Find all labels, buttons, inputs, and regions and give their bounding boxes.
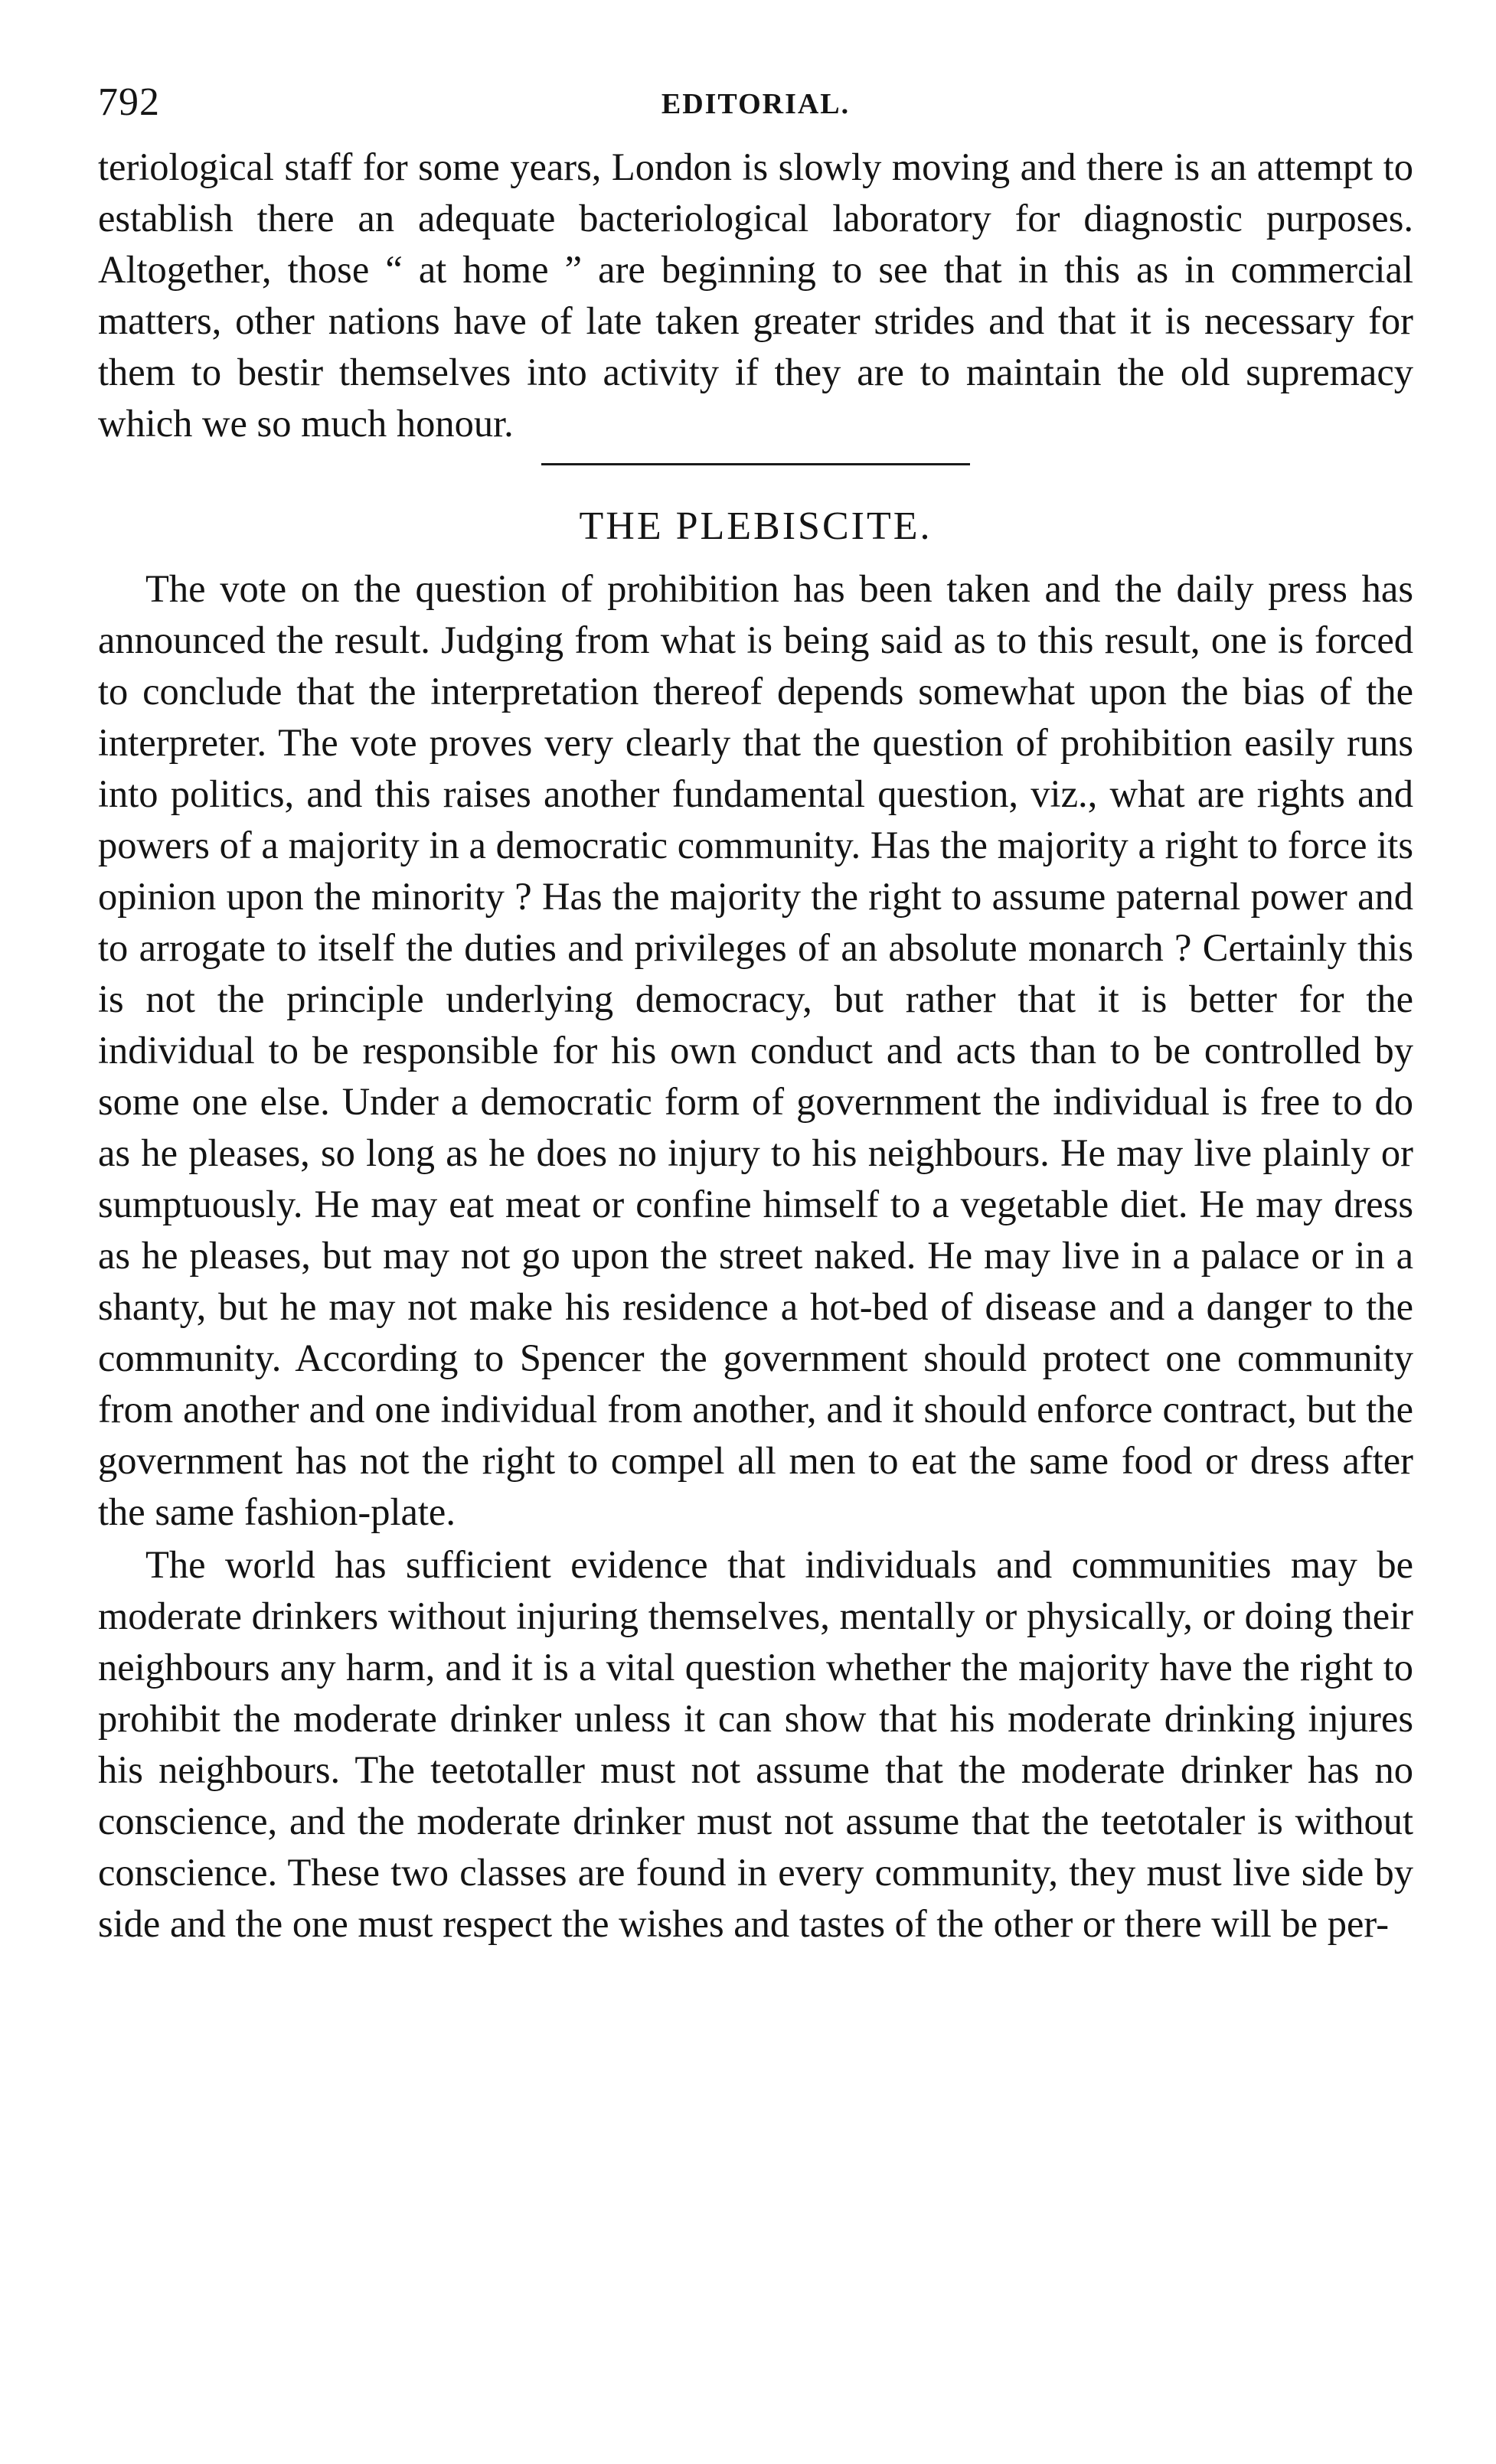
page-header [98,73,1413,132]
page-number: 792 [98,80,160,124]
paragraph-prohibition-vote: The vote on the question of prohibition has been taken and the daily press has announced the result. Judging from what is being said as to this result, one is forced to conclude that the interpretation thereof depends somewhat upon the bias of the interpreter. The vote proves very clearly that the question of prohibition easily runs into politics, and this raises another fundamental question, viz., what are rights and powers of a majority in a democratic community. Has the majority a right to force its opinion upon the minority ? Has the majority the right to assume paternal power and to arrogate to itself the duties and privileges of an absolute monarch ? Certainly this is not the principle underlying democracy, but rather that it is better for the individual to be responsible for his own conduct and acts than to be controlled by some one else. Under a democratic form of government the individual is free to do as he pleases, so long as he does no injury to his neighbours. He may live plainly or sumptuously. He may eat meat or confine himself to a vegetable diet. He may dress as he pleases, but may not go upon the street naked. He may live in a palace or in a shanty, but he may not make his residence a hot-bed of disease and a danger to the community. According to Spencer the government should protect one community from another and one individual from another, and it should enforce contract, but the government has not the right to compel all men to eat the same food or dress after the same fashion-plate. [98,567,1413,1533]
continued-paragraph: teriological staff for some years, London is slowly moving and there is an attempt to establish there an adequate bacteriological laboratory for diagnostic purposes. Altogether, those “ at home ” are beginning to see that in this as in commercial matters, other nations have of late taken greater strides and that it is necessary for them to bestir themselves into activity if they are to maintain the old supremacy which we so much honour. [98,145,1413,445]
running-head: EDITORIAL. [661,88,851,120]
section-divider [541,463,970,465]
paragraph-moderate-drinkers: The world has sufficient evidence that individuals and communities may be moderate drinkers without injuring themselves, mentally or physically, or doing their neighbours any harm, and it is a vital question whether the majority have the right to prohibit the moderate drinker unless it can show that his moderate drinking injures his neighbours. The teetotaller must not assume that the moderate drinker has no conscience, and the moderate drinker must not assume that the teetotaler is without conscience. These two classes are found in every community, they must live side by side and the one must respect the wishes and tastes of the other or there will be per- [98,1543,1413,1945]
section-heading: THE PLEBISCITE. [579,504,933,548]
